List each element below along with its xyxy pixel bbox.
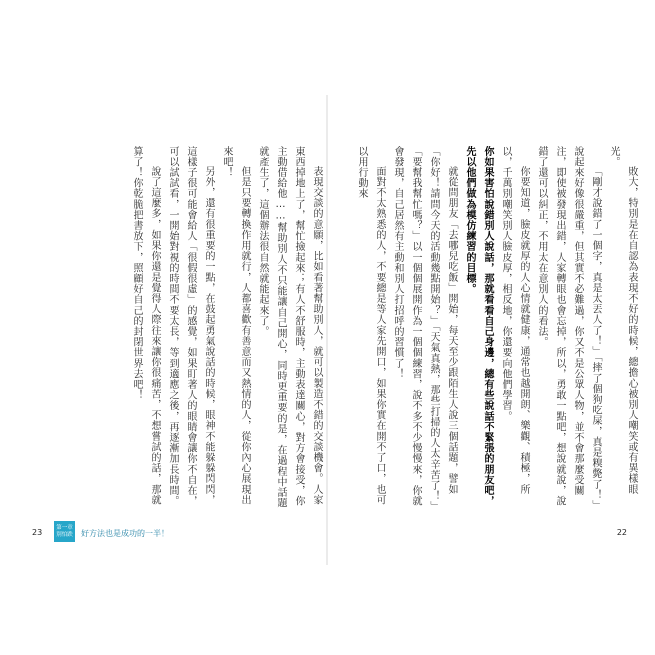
right-page-body xyxy=(340,146,640,514)
page-number: 23 xyxy=(32,528,43,537)
body-paragraph: 說了這麼多，如果你還是覺得人際往來讓你很痛苦，不想嘗試的話，那就算了！你乾脆把書放下，照顧好自己的封閉世界去吧！ xyxy=(131,146,160,506)
chapter-badge-line: 別怕跌 xyxy=(56,531,73,538)
body-paragraph: 表現交談的意願，比如看著幫助別人，就可以製造不錯的交談機會。人家東西掉地上了，幫忙撿起來；有人不舒服時，主動表達關心，對方會接受，你主動借給他……幫助別人不只能讓自己開心，同時更重要的是，在過程中話題就產生了，這個辦法很自然就能起來了。 xyxy=(257,146,322,509)
chapter-badge-line: 第一章 xyxy=(56,524,73,531)
body-paragraph: 另外，還有很重要的一點，在鼓起勇氣說話的時候，眼神不能躲躲閃閃，這樣子很可能會給人「很假很虛」的感覺，如果盯著人的眼睛會讓你不自在，可以試試看，一開始對視的時間不要太長，等到適應之後，再逐漸加長時間。 xyxy=(167,146,214,507)
body-paragraph: 但是只要轉換作用就行，人都喜歡有善意而又熱情的人，從你內心展現出來吧！ xyxy=(221,146,250,506)
body-paragraph: 「剛才說錯了一個字，真是太丟人了！」「摔了個狗吃屎，真是糗斃了！」說起來好像很嚴重，但其實不必難過，你又不是公眾人物，並不會那麼受關注，即使被發現出錯，人家轉眼也會忘掉，所以，勇敢一點吧，想說就說，說錯了還可以糾正，不用太在意別人的看法。 xyxy=(536,146,601,511)
running-head: 好方法也是成功的一半！ xyxy=(81,529,169,538)
left-page xyxy=(0,0,327,655)
body-paragraph: 面對不太熟悉的人，不要總是等人家先開口，如果你實在開不了口，也可以用行動來 xyxy=(356,146,385,506)
body-paragraph: 你要知道，臉皮就厚的人心情就健康，通常也越開朗、樂觀、積極，所以，千萬別嘲笑別人臉皮厚，相反地，你還要向他們學習。 xyxy=(500,146,529,495)
left-page-body xyxy=(25,146,325,514)
right-page xyxy=(328,0,655,655)
body-paragraph: 就從問朋友「去哪兒吃飯」開始，每天至少跟陌生人說三個話題，譬如「你好！請問今天的活動幾點開始？」「天氣真熱，那些打掃的人太辛苦了！」「要幫我幫忙嗎？」以一個個展開作為一個個練習，說不多不少慢慢來，你就會發現，自己居然有主動和別人打招呼的習慣了！ xyxy=(392,146,457,512)
body-paragraph: 敗大，特別是在自認為表現不好的時候，總擔心被別人嘲笑或有異樣眼光。 xyxy=(608,146,637,495)
chapter-badge xyxy=(54,521,75,542)
section-heading: 你如果害怕說錯別人說話，那就看看自己身邊，總有些說話不緊張的朋友吧，先以他們做為模仿練習的目標。 xyxy=(464,146,493,507)
page-number: 22 xyxy=(616,528,627,537)
